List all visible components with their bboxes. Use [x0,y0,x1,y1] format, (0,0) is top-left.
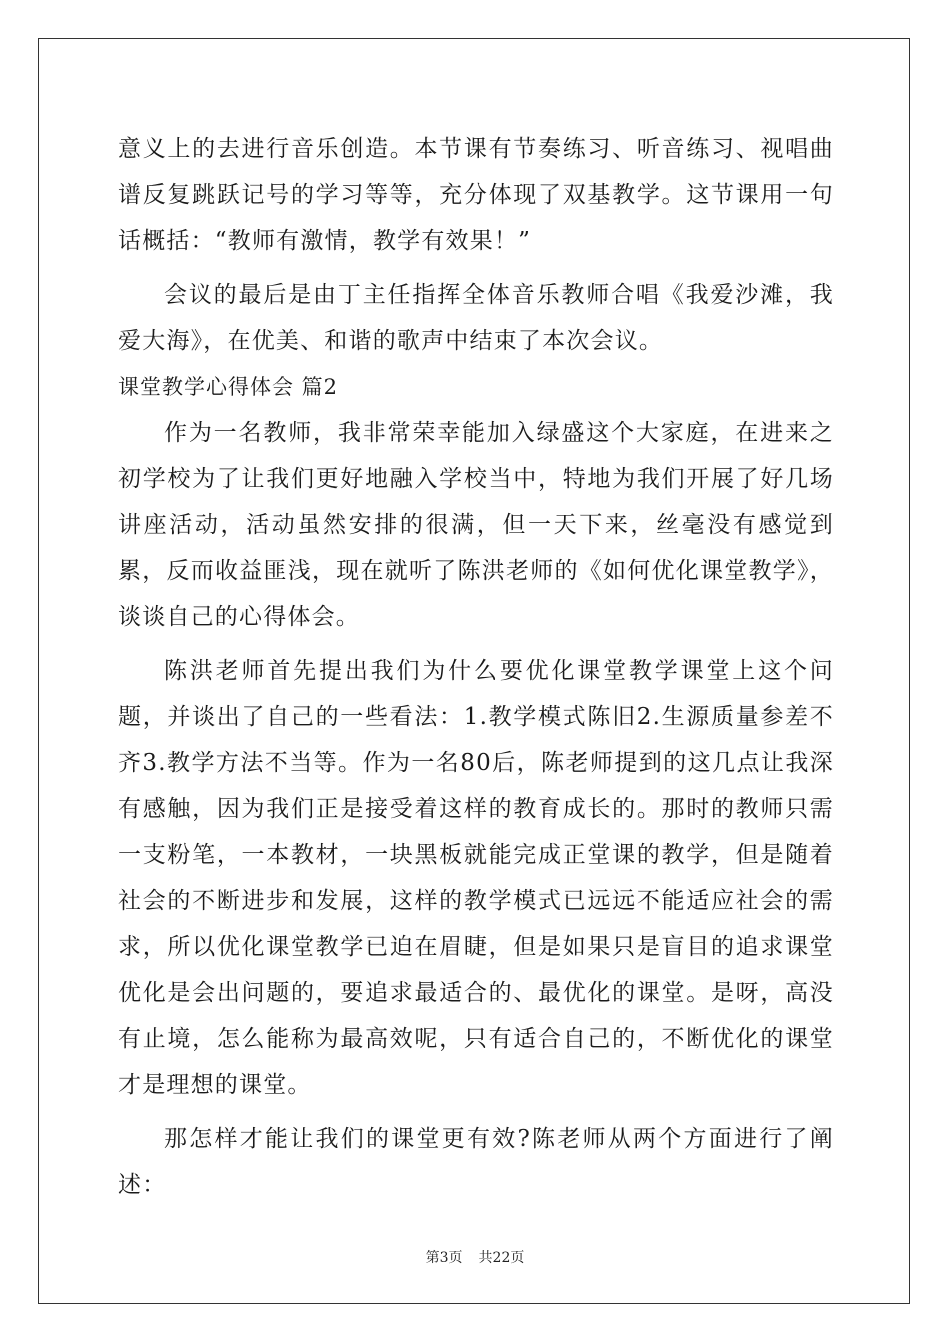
section-heading: 课堂教学心得体会 篇2 [118,375,339,399]
total-pages: 共22页 [478,1250,525,1266]
paragraph-question: 那怎样才能让我们的课堂更有效?陈老师从两个方面进行了阐述： [118,1126,834,1198]
page-number: 第3页 [425,1250,463,1266]
paragraph-continuation: 意义上的去进行音乐创造。本节课有节奏练习、听音练习、视唱曲谱反复跳跃记号的学习等等，充分体现了双基教学。这节课用一句话概括：“教师有激情，教学有效果！” [118,136,834,254]
document-body [118,126,834,1208]
page-footer [0,1247,950,1267]
paragraph-meeting-end: 会议的最后是由丁主任指挥全体音乐教师合唱《我爱沙滩，我爱大海》，在优美、和谐的歌声中结束了本次会议。 [118,282,834,354]
paragraph-intro: 作为一名教师，我非常荣幸能加入绿盛这个大家庭，在进来之初学校为了让我们更好地融入学校当中，特地为我们开展了好几场讲座活动，活动虽然安排的很满，但一天下来，丝毫没有感觉到累，反而收益匪浅，现在就听了陈洪老师的《如何优化课堂教学》，谈谈自己的心得体会。 [118,420,834,630]
paragraph-reasons: 陈洪老师首先提出我们为什么要优化课堂教学课堂上这个问题，并谈出了自己的一些看法：1.教学模式陈旧2.生源质量参差不齐3.教学方法不当等。作为一名80后，陈老师提到的这几点让我深有感触，因为我们正是接受着这样的教育成长的。那时的教师只需一支粉笔，一本教材，一块黑板就能完成正堂课的教学，但是随着社会的不断进步和发展，这样的教学模式已远远不能适应社会的需求，所以优化课堂教学已迫在眉睫，但是如果只是盲目的追求课堂优化是会出问题的，要追求最适合的、最优化的课堂。是呀，高没有止境，怎么能称为最高效呢，只有适合自己的，不断优化的课堂才是理想的课堂。 [118,658,834,1098]
